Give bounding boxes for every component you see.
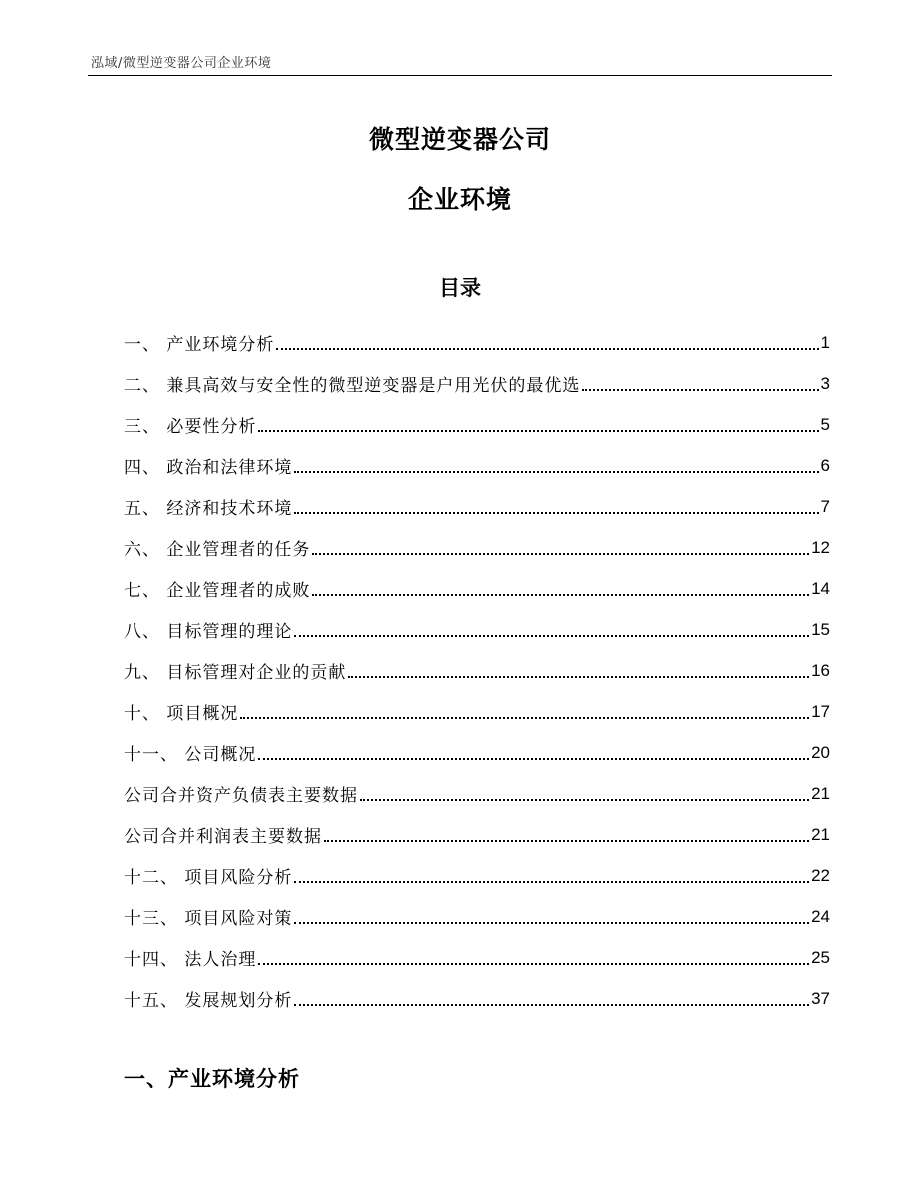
toc-entry-page: 22 (811, 865, 830, 885)
toc-entry-label: 七、 企业管理者的成败 (124, 581, 311, 601)
table-of-contents (124, 322, 830, 1019)
toc-leader-dots (294, 881, 809, 883)
toc-entry-label: 十二、 项目风险分析 (124, 868, 293, 888)
toc-leader-dots (294, 1004, 809, 1006)
toc-entry[interactable] (124, 732, 830, 773)
toc-leader-dots (312, 553, 809, 555)
toc-entry[interactable] (124, 404, 830, 445)
toc-entry-page: 17 (811, 701, 830, 721)
toc-entry[interactable] (124, 609, 830, 650)
toc-entry[interactable] (124, 937, 830, 978)
toc-entry-label: 公司合并资产负债表主要数据 (124, 786, 358, 806)
toc-entry-page: 24 (811, 906, 830, 926)
toc-leader-dots (240, 717, 809, 719)
toc-entry-label: 十三、 项目风险对策 (124, 909, 293, 929)
toc-leader-dots (258, 430, 818, 432)
toc-entry-label: 四、 政治和法律环境 (124, 458, 293, 478)
toc-entry[interactable] (124, 322, 830, 363)
document-title: 微型逆变器公司 (368, 125, 551, 154)
toc-entry[interactable] (124, 855, 830, 896)
toc-leader-dots (258, 963, 809, 965)
toc-entry-page: 1 (820, 332, 830, 352)
toc-entry[interactable] (124, 814, 830, 855)
toc-leader-dots (276, 348, 818, 350)
toc-entry-label: 八、 目标管理的理论 (124, 622, 293, 642)
toc-entry[interactable] (124, 363, 830, 404)
toc-entry[interactable] (124, 486, 830, 527)
toc-leader-dots (360, 799, 809, 801)
toc-leader-dots (348, 676, 809, 678)
toc-entry-page: 16 (811, 660, 830, 680)
toc-entry[interactable] (124, 527, 830, 568)
toc-entry-page: 14 (811, 578, 830, 598)
toc-leader-dots (294, 635, 809, 637)
toc-entry-page: 6 (820, 455, 830, 475)
toc-entry-label: 十五、 发展规划分析 (124, 991, 293, 1011)
toc-entry[interactable] (124, 691, 830, 732)
toc-entry-label: 三、 必要性分析 (124, 417, 257, 437)
running-header: 泓域/微型逆变器公司企业环境 (91, 56, 272, 71)
toc-entry-label: 九、 目标管理对企业的贡献 (124, 663, 347, 683)
section-heading: 一、产业环境分析 (124, 1067, 300, 1091)
toc-entry-page: 3 (820, 373, 830, 393)
toc-entry-page: 5 (820, 414, 830, 434)
toc-entry-label: 二、 兼具高效与安全性的微型逆变器是户用光伏的最优选 (124, 376, 581, 396)
toc-leader-dots (294, 471, 818, 473)
toc-leader-dots (312, 594, 809, 596)
toc-entry-label: 五、 经济和技术环境 (124, 499, 293, 519)
toc-heading: 目录 (439, 276, 481, 300)
toc-entry-page: 7 (820, 496, 830, 516)
toc-entry[interactable] (124, 773, 830, 814)
toc-entry[interactable] (124, 978, 830, 1019)
toc-entry[interactable] (124, 896, 830, 937)
toc-entry-label: 十一、 公司概况 (124, 745, 257, 765)
toc-entry-page: 20 (811, 742, 830, 762)
toc-leader-dots (258, 758, 809, 760)
document-subtitle: 企业环境 (407, 185, 512, 214)
toc-entry-page: 12 (811, 537, 830, 557)
toc-entry-label: 十四、 法人治理 (124, 950, 257, 970)
toc-entry[interactable] (124, 445, 830, 486)
toc-leader-dots (582, 389, 818, 391)
toc-entry-page: 25 (811, 947, 830, 967)
toc-leader-dots (294, 512, 818, 514)
toc-entry[interactable] (124, 568, 830, 609)
toc-entry-label: 公司合并利润表主要数据 (124, 827, 322, 847)
toc-entry-label: 六、 企业管理者的任务 (124, 540, 311, 560)
toc-entry-page: 21 (811, 824, 830, 844)
toc-entry[interactable] (124, 650, 830, 691)
toc-leader-dots (324, 840, 809, 842)
toc-leader-dots (294, 922, 809, 924)
toc-entry-page: 37 (811, 988, 830, 1008)
toc-entry-page: 15 (811, 619, 830, 639)
toc-entry-label: 一、 产业环境分析 (124, 335, 275, 355)
toc-entry-page: 21 (811, 783, 830, 803)
header-divider (88, 75, 832, 76)
toc-entry-label: 十、 项目概况 (124, 704, 239, 724)
